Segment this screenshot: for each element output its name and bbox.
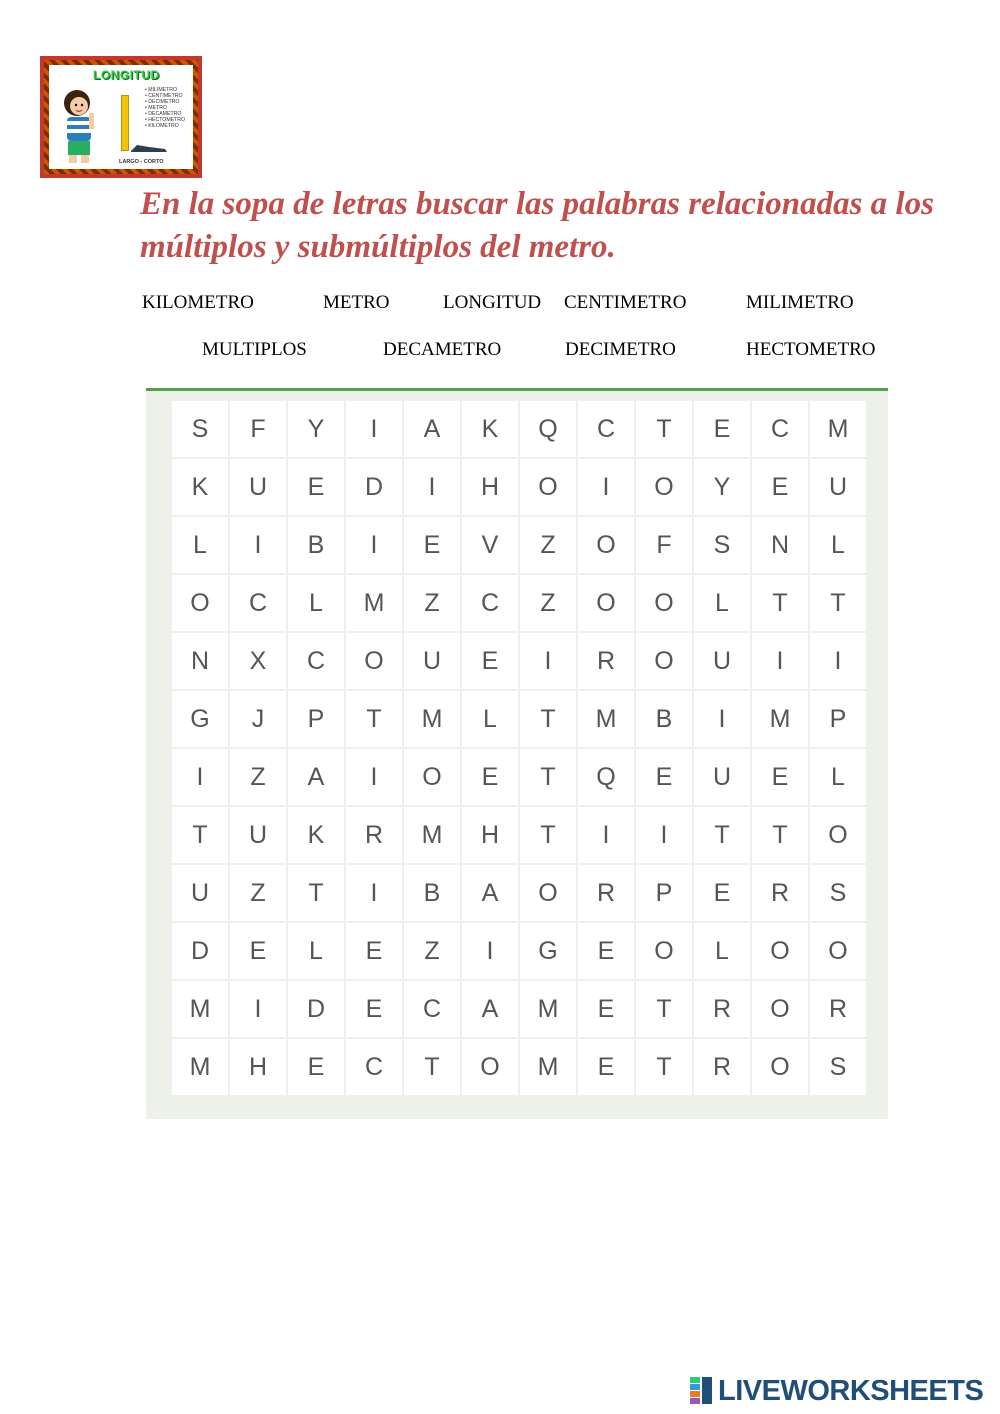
- grid-cell[interactable]: A: [462, 865, 518, 921]
- grid-cell[interactable]: E: [288, 459, 344, 515]
- word-bank-item: LONGITUD: [443, 292, 542, 313]
- grid-cell[interactable]: D: [346, 459, 402, 515]
- grid-cell[interactable]: T: [404, 1039, 460, 1095]
- grid-cell[interactable]: V: [462, 517, 518, 573]
- grid-cell[interactable]: I: [172, 749, 228, 805]
- grid-cell[interactable]: C: [404, 981, 460, 1037]
- grid-cell[interactable]: B: [404, 865, 460, 921]
- grid-cell[interactable]: Z: [404, 575, 460, 631]
- grid-cell[interactable]: Z: [230, 865, 286, 921]
- instruction-text: En la sopa de letras buscar las palabras relacionadas a los múltiplos y submúltiplos del metro.: [140, 186, 934, 265]
- poster-title: LONGITUD: [93, 68, 160, 82]
- grid-cell[interactable]: L: [694, 923, 750, 979]
- grid-cell[interactable]: E: [752, 459, 808, 515]
- grid-cell[interactable]: U: [172, 865, 228, 921]
- grid-cell[interactable]: N: [172, 633, 228, 689]
- grid-cell[interactable]: O: [172, 575, 228, 631]
- grid-cell[interactable]: I: [810, 633, 866, 689]
- word-bank-item: HECTOMETRO: [746, 339, 876, 360]
- grid-cell[interactable]: K: [288, 807, 344, 863]
- grid-cell[interactable]: C: [288, 633, 344, 689]
- grid-cell[interactable]: E: [288, 1039, 344, 1095]
- grid-cell[interactable]: E: [578, 923, 634, 979]
- grid-cell[interactable]: I: [346, 401, 402, 457]
- grid-cell[interactable]: M: [404, 691, 460, 747]
- grid-cell[interactable]: E: [404, 517, 460, 573]
- grid-cell[interactable]: E: [230, 923, 286, 979]
- grid-cell[interactable]: I: [752, 633, 808, 689]
- grid-cell[interactable]: C: [752, 401, 808, 457]
- grid-cell[interactable]: E: [578, 1039, 634, 1095]
- poster-list-item: • HECTOMETRO: [145, 117, 185, 123]
- grid-cell[interactable]: U: [694, 749, 750, 805]
- grid-cell[interactable]: S: [810, 1039, 866, 1095]
- poster-list-item: • CENTIMETRO: [145, 93, 185, 99]
- grid-cell[interactable]: K: [462, 401, 518, 457]
- grid-cell[interactable]: T: [172, 807, 228, 863]
- grid-cell[interactable]: E: [636, 749, 692, 805]
- grid-cell[interactable]: I: [346, 517, 402, 573]
- grid-cell[interactable]: Z: [520, 575, 576, 631]
- grid-cell[interactable]: O: [636, 923, 692, 979]
- grid-cell[interactable]: C: [230, 575, 286, 631]
- word-bank-item: DECIMETRO: [565, 339, 676, 360]
- grid-cell[interactable]: M: [752, 691, 808, 747]
- grid-cell[interactable]: L: [810, 749, 866, 805]
- grid-cell[interactable]: O: [462, 1039, 518, 1095]
- grid-cell[interactable]: L: [288, 575, 344, 631]
- word-bank-item: DECAMETRO: [383, 339, 502, 360]
- grid-cell[interactable]: O: [810, 923, 866, 979]
- grid-cell[interactable]: O: [636, 459, 692, 515]
- grid-cell[interactable]: O: [520, 459, 576, 515]
- liveworksheets-brand: [690, 1375, 983, 1407]
- word-search-panel: [146, 388, 888, 1119]
- grid-cell[interactable]: K: [172, 459, 228, 515]
- liveworksheets-logo-icon: [690, 1377, 714, 1405]
- grid-cell[interactable]: I: [462, 923, 518, 979]
- grid-cell[interactable]: M: [520, 1039, 576, 1095]
- word-bank-item: MULTIPLOS: [202, 339, 307, 360]
- grid-cell[interactable]: T: [520, 807, 576, 863]
- poster-list-item: • DECAMETRO: [145, 111, 185, 117]
- grid-cell[interactable]: T: [520, 691, 576, 747]
- word-search-grid: [172, 401, 866, 1095]
- grid-cell[interactable]: R: [578, 633, 634, 689]
- grid-cell[interactable]: I: [230, 517, 286, 573]
- longitud-poster: [40, 56, 202, 178]
- grid-cell[interactable]: Z: [404, 923, 460, 979]
- grid-cell[interactable]: U: [230, 459, 286, 515]
- grid-cell[interactable]: O: [346, 633, 402, 689]
- poster-list-item: • DECIMETRO: [145, 99, 185, 105]
- grid-cell[interactable]: O: [752, 981, 808, 1037]
- grid-cell[interactable]: T: [810, 575, 866, 631]
- grid-cell[interactable]: T: [752, 575, 808, 631]
- grid-cell[interactable]: M: [346, 575, 402, 631]
- grid-cell[interactable]: U: [230, 807, 286, 863]
- grid-cell[interactable]: O: [752, 923, 808, 979]
- grid-cell[interactable]: Y: [694, 459, 750, 515]
- grid-cell[interactable]: E: [694, 401, 750, 457]
- grid-cell[interactable]: E: [752, 749, 808, 805]
- grid-cell[interactable]: C: [578, 401, 634, 457]
- grid-cell[interactable]: J: [230, 691, 286, 747]
- grid-cell[interactable]: M: [172, 1039, 228, 1095]
- grid-cell[interactable]: Q: [578, 749, 634, 805]
- grid-cell[interactable]: D: [288, 981, 344, 1037]
- grid-cell[interactable]: H: [462, 807, 518, 863]
- grid-cell[interactable]: D: [172, 923, 228, 979]
- poster-inner: [49, 65, 193, 169]
- grid-cell[interactable]: M: [520, 981, 576, 1037]
- word-bank-item: MILIMETRO: [746, 292, 854, 313]
- grid-cell[interactable]: C: [462, 575, 518, 631]
- grid-cell[interactable]: M: [404, 807, 460, 863]
- grid-cell[interactable]: L: [288, 923, 344, 979]
- word-bank-item: METRO: [323, 292, 390, 313]
- grid-cell[interactable]: O: [520, 865, 576, 921]
- grid-cell[interactable]: P: [288, 691, 344, 747]
- grid-cell[interactable]: G: [172, 691, 228, 747]
- grid-cell[interactable]: E: [462, 749, 518, 805]
- grid-cell[interactable]: P: [636, 865, 692, 921]
- word-bank-item: CENTIMETRO: [564, 292, 687, 313]
- poster-footer: LARGO - CORTO: [119, 159, 164, 165]
- poster-list-item: • MILIMETRO: [145, 87, 185, 93]
- grid-cell[interactable]: I: [694, 691, 750, 747]
- grid-cell[interactable]: U: [810, 459, 866, 515]
- grid-cell[interactable]: O: [578, 517, 634, 573]
- grid-cell[interactable]: L: [462, 691, 518, 747]
- grid-cell[interactable]: R: [752, 865, 808, 921]
- grid-cell[interactable]: E: [462, 633, 518, 689]
- grid-cell[interactable]: T: [636, 981, 692, 1037]
- grid-cell[interactable]: O: [636, 633, 692, 689]
- shoe-icon: [129, 143, 169, 153]
- grid-cell[interactable]: T: [288, 865, 344, 921]
- grid-cell[interactable]: Z: [230, 749, 286, 805]
- grid-cell[interactable]: H: [230, 1039, 286, 1095]
- grid-cell[interactable]: A: [288, 749, 344, 805]
- grid-cell[interactable]: E: [346, 981, 402, 1037]
- word-bank-item: KILOMETRO: [142, 292, 254, 313]
- grid-cell[interactable]: C: [346, 1039, 402, 1095]
- grid-cell[interactable]: Z: [520, 517, 576, 573]
- grid-cell[interactable]: T: [636, 401, 692, 457]
- grid-cell[interactable]: X: [230, 633, 286, 689]
- grid-cell[interactable]: I: [636, 807, 692, 863]
- grid-cell[interactable]: O: [752, 1039, 808, 1095]
- grid-cell[interactable]: O: [578, 575, 634, 631]
- grid-cell[interactable]: M: [578, 691, 634, 747]
- grid-cell[interactable]: I: [346, 749, 402, 805]
- grid-cell[interactable]: R: [578, 865, 634, 921]
- grid-cell[interactable]: M: [810, 401, 866, 457]
- grid-cell[interactable]: T: [520, 749, 576, 805]
- grid-cell[interactable]: N: [752, 517, 808, 573]
- grid-cell[interactable]: I: [230, 981, 286, 1037]
- grid-cell[interactable]: P: [810, 691, 866, 747]
- grid-cell[interactable]: T: [694, 807, 750, 863]
- grid-cell[interactable]: S: [172, 401, 228, 457]
- grid-cell[interactable]: A: [404, 401, 460, 457]
- grid-cell[interactable]: L: [694, 575, 750, 631]
- grid-cell[interactable]: F: [636, 517, 692, 573]
- grid-cell[interactable]: I: [578, 807, 634, 863]
- grid-cell[interactable]: A: [462, 981, 518, 1037]
- grid-cell[interactable]: E: [694, 865, 750, 921]
- grid-cell[interactable]: G: [520, 923, 576, 979]
- poster-unit-list: [145, 87, 185, 129]
- grid-cell[interactable]: L: [810, 517, 866, 573]
- grid-cell[interactable]: L: [172, 517, 228, 573]
- poster-list-item: • KILOMETRO: [145, 123, 185, 129]
- ruler-icon: [121, 95, 129, 151]
- brand-text: LIVEWORKSHEETS: [718, 1374, 984, 1407]
- grid-cell[interactable]: S: [694, 517, 750, 573]
- grid-cell[interactable]: T: [752, 807, 808, 863]
- grid-cell[interactable]: U: [404, 633, 460, 689]
- grid-cell[interactable]: H: [462, 459, 518, 515]
- grid-cell[interactable]: I: [346, 865, 402, 921]
- grid-cell[interactable]: T: [636, 1039, 692, 1095]
- grid-cell[interactable]: O: [810, 807, 866, 863]
- grid-cell[interactable]: F: [230, 401, 286, 457]
- grid-cell[interactable]: R: [810, 981, 866, 1037]
- girl-illustration-icon: [53, 85, 103, 167]
- grid-cell[interactable]: O: [636, 575, 692, 631]
- poster-list-item: • METRO: [145, 105, 185, 111]
- grid-cell[interactable]: Q: [520, 401, 576, 457]
- grid-cell[interactable]: R: [694, 981, 750, 1037]
- grid-cell[interactable]: B: [288, 517, 344, 573]
- grid-cell[interactable]: I: [578, 459, 634, 515]
- grid-cell[interactable]: O: [404, 749, 460, 805]
- grid-cell[interactable]: B: [636, 691, 692, 747]
- grid-cell[interactable]: Y: [288, 401, 344, 457]
- grid-cell[interactable]: T: [346, 691, 402, 747]
- grid-cell[interactable]: M: [172, 981, 228, 1037]
- grid-cell[interactable]: R: [346, 807, 402, 863]
- grid-cell[interactable]: S: [810, 865, 866, 921]
- grid-cell[interactable]: I: [404, 459, 460, 515]
- grid-cell[interactable]: I: [520, 633, 576, 689]
- grid-cell[interactable]: U: [694, 633, 750, 689]
- grid-cell[interactable]: E: [578, 981, 634, 1037]
- grid-cell[interactable]: R: [694, 1039, 750, 1095]
- grid-cell[interactable]: E: [346, 923, 402, 979]
